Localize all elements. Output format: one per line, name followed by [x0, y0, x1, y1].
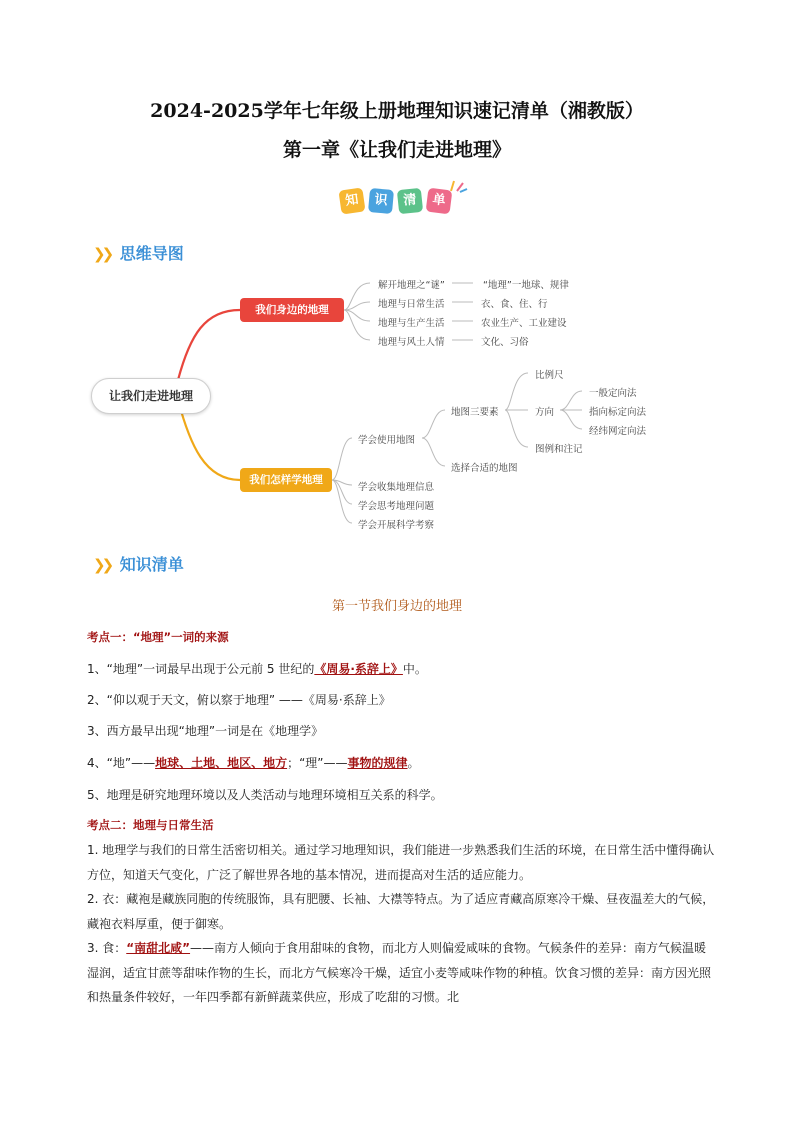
mindmap-node: 方向	[535, 407, 555, 418]
highlight-text: 事物的规律	[347, 756, 408, 770]
mindmap-node: 地图三要素	[451, 407, 499, 418]
kp2-para-3: 3. 食：“南甜北咸”——南方人倾向于食用甜味的食物，而北方人则偏爱咸味的食物。气候条件的差异：南方气候温暖湿润，适宜甘蔗等甜味作物的生长，而北方气候寒冷干燥，适宜小麦等咸味作物的种植。饮食习惯的差异：南方因光照和热量条件较好，一年四季都有新鲜蔬菜供应，形成了吃甜的习惯。北	[87, 941, 712, 1004]
kp1-line-1: 1、“地理”一词最早出现于公元前 5 世纪的《周易·系辞上》中。	[87, 662, 427, 676]
mindmap-branch-ours: 我们身边的地理	[240, 298, 344, 322]
badge-tile: 单	[426, 188, 453, 215]
mindmap-node: 学会开展科学考察	[358, 520, 435, 531]
kp1-line-5: 5、地理是研究地理环境以及人类活动与地理环境相互关系的科学。	[87, 788, 443, 802]
sparkle-icon	[448, 177, 468, 193]
mindmap-node: 图例和注记	[535, 444, 583, 455]
mindmap-node: 文化、习俗	[481, 337, 529, 348]
kp1-line-3: 3、西方最早出现“地理”一词是在《地理学》	[87, 724, 324, 738]
mindmap-node: “地理”一地球、规律	[483, 280, 569, 291]
mindmap-node: 经纬网定向法	[589, 426, 647, 437]
mindmap-branch-how: 我们怎样学地理	[240, 468, 332, 492]
mindmap-node: 指向标定向法	[589, 407, 647, 418]
mindmap-node: 解开地理之“谜”	[378, 280, 445, 291]
mindmap-node: 一般定向法	[589, 388, 637, 399]
mindmap-node: 选择合适的地图	[451, 463, 518, 474]
chapter-title: 第一章《让我们走进地理》	[282, 139, 511, 161]
mindmap-root: 让我们走进地理	[91, 378, 211, 414]
document-title: 2024-2025学年七年级上册地理知识速记清单（湘教版）	[150, 100, 644, 122]
mindmap-node: 学会思考地理问题	[358, 501, 435, 512]
section-title: 第一节我们身边的地理	[331, 599, 462, 614]
highlight-text: “南甜北咸”	[126, 941, 191, 955]
kp1-line-4: 4、“地”——地球、土地、地区、地方；“理”——事物的规律。	[87, 756, 420, 770]
mindmap-node: 农业生产、工业建设	[481, 318, 567, 329]
badge-tile: 清	[397, 188, 423, 214]
badge-tile: 识	[368, 188, 394, 214]
mindmap-node: 地理与风土人情	[378, 337, 445, 348]
double-chevron-icon: ❯❯	[93, 245, 111, 263]
mindmap-heading: ❯❯ 思维导图	[93, 244, 184, 263]
kp2-para-1: 1. 地理学与我们的日常生活密切相关。通过学习地理知识，我们能进一步熟悉我们生活的环境，在日常生活中懂得确认方位，知道天气变化，广泛了解世界各地的基本情况，进而提高对生活的适应能力。	[87, 843, 715, 882]
mindmap-node: 学会使用地图	[358, 435, 416, 446]
double-chevron-icon: ❯❯	[93, 556, 111, 574]
kp1-title: 考点一：“地理”一词的来源	[87, 630, 229, 644]
mindmap-node: 地理与日常生活	[378, 299, 445, 310]
mindmap-node: 地理与生产生活	[378, 318, 445, 329]
knowledge-list-badge	[336, 183, 466, 217]
mindmap-node: 比例尺	[535, 370, 564, 381]
highlight-text: 《周易·系辞上》	[314, 662, 403, 676]
kp1-line-2: 2、“仰以观于天文，俯以察于地理” ——《周易·系辞上》	[87, 693, 391, 707]
mindmap-node: 学会收集地理信息	[358, 482, 435, 493]
badge-tile: 知	[338, 187, 365, 214]
highlight-text: 地球、土地、地区、地方	[155, 756, 288, 770]
knowledge-heading: ❯❯ 知识清单	[93, 555, 184, 574]
kp2-para-2: 2. 衣：藏袍是藏族同胞的传统服饰，具有肥腰、长袖、大襟等特点。为了适应青藏高原寒冷干燥、昼夜温差大的气候，藏袍衣料厚重，便于御寒。	[87, 892, 715, 931]
kp2-title: 考点二：地理与日常生活	[87, 818, 214, 832]
mindmap-node: 衣、食、住、行	[481, 299, 548, 310]
